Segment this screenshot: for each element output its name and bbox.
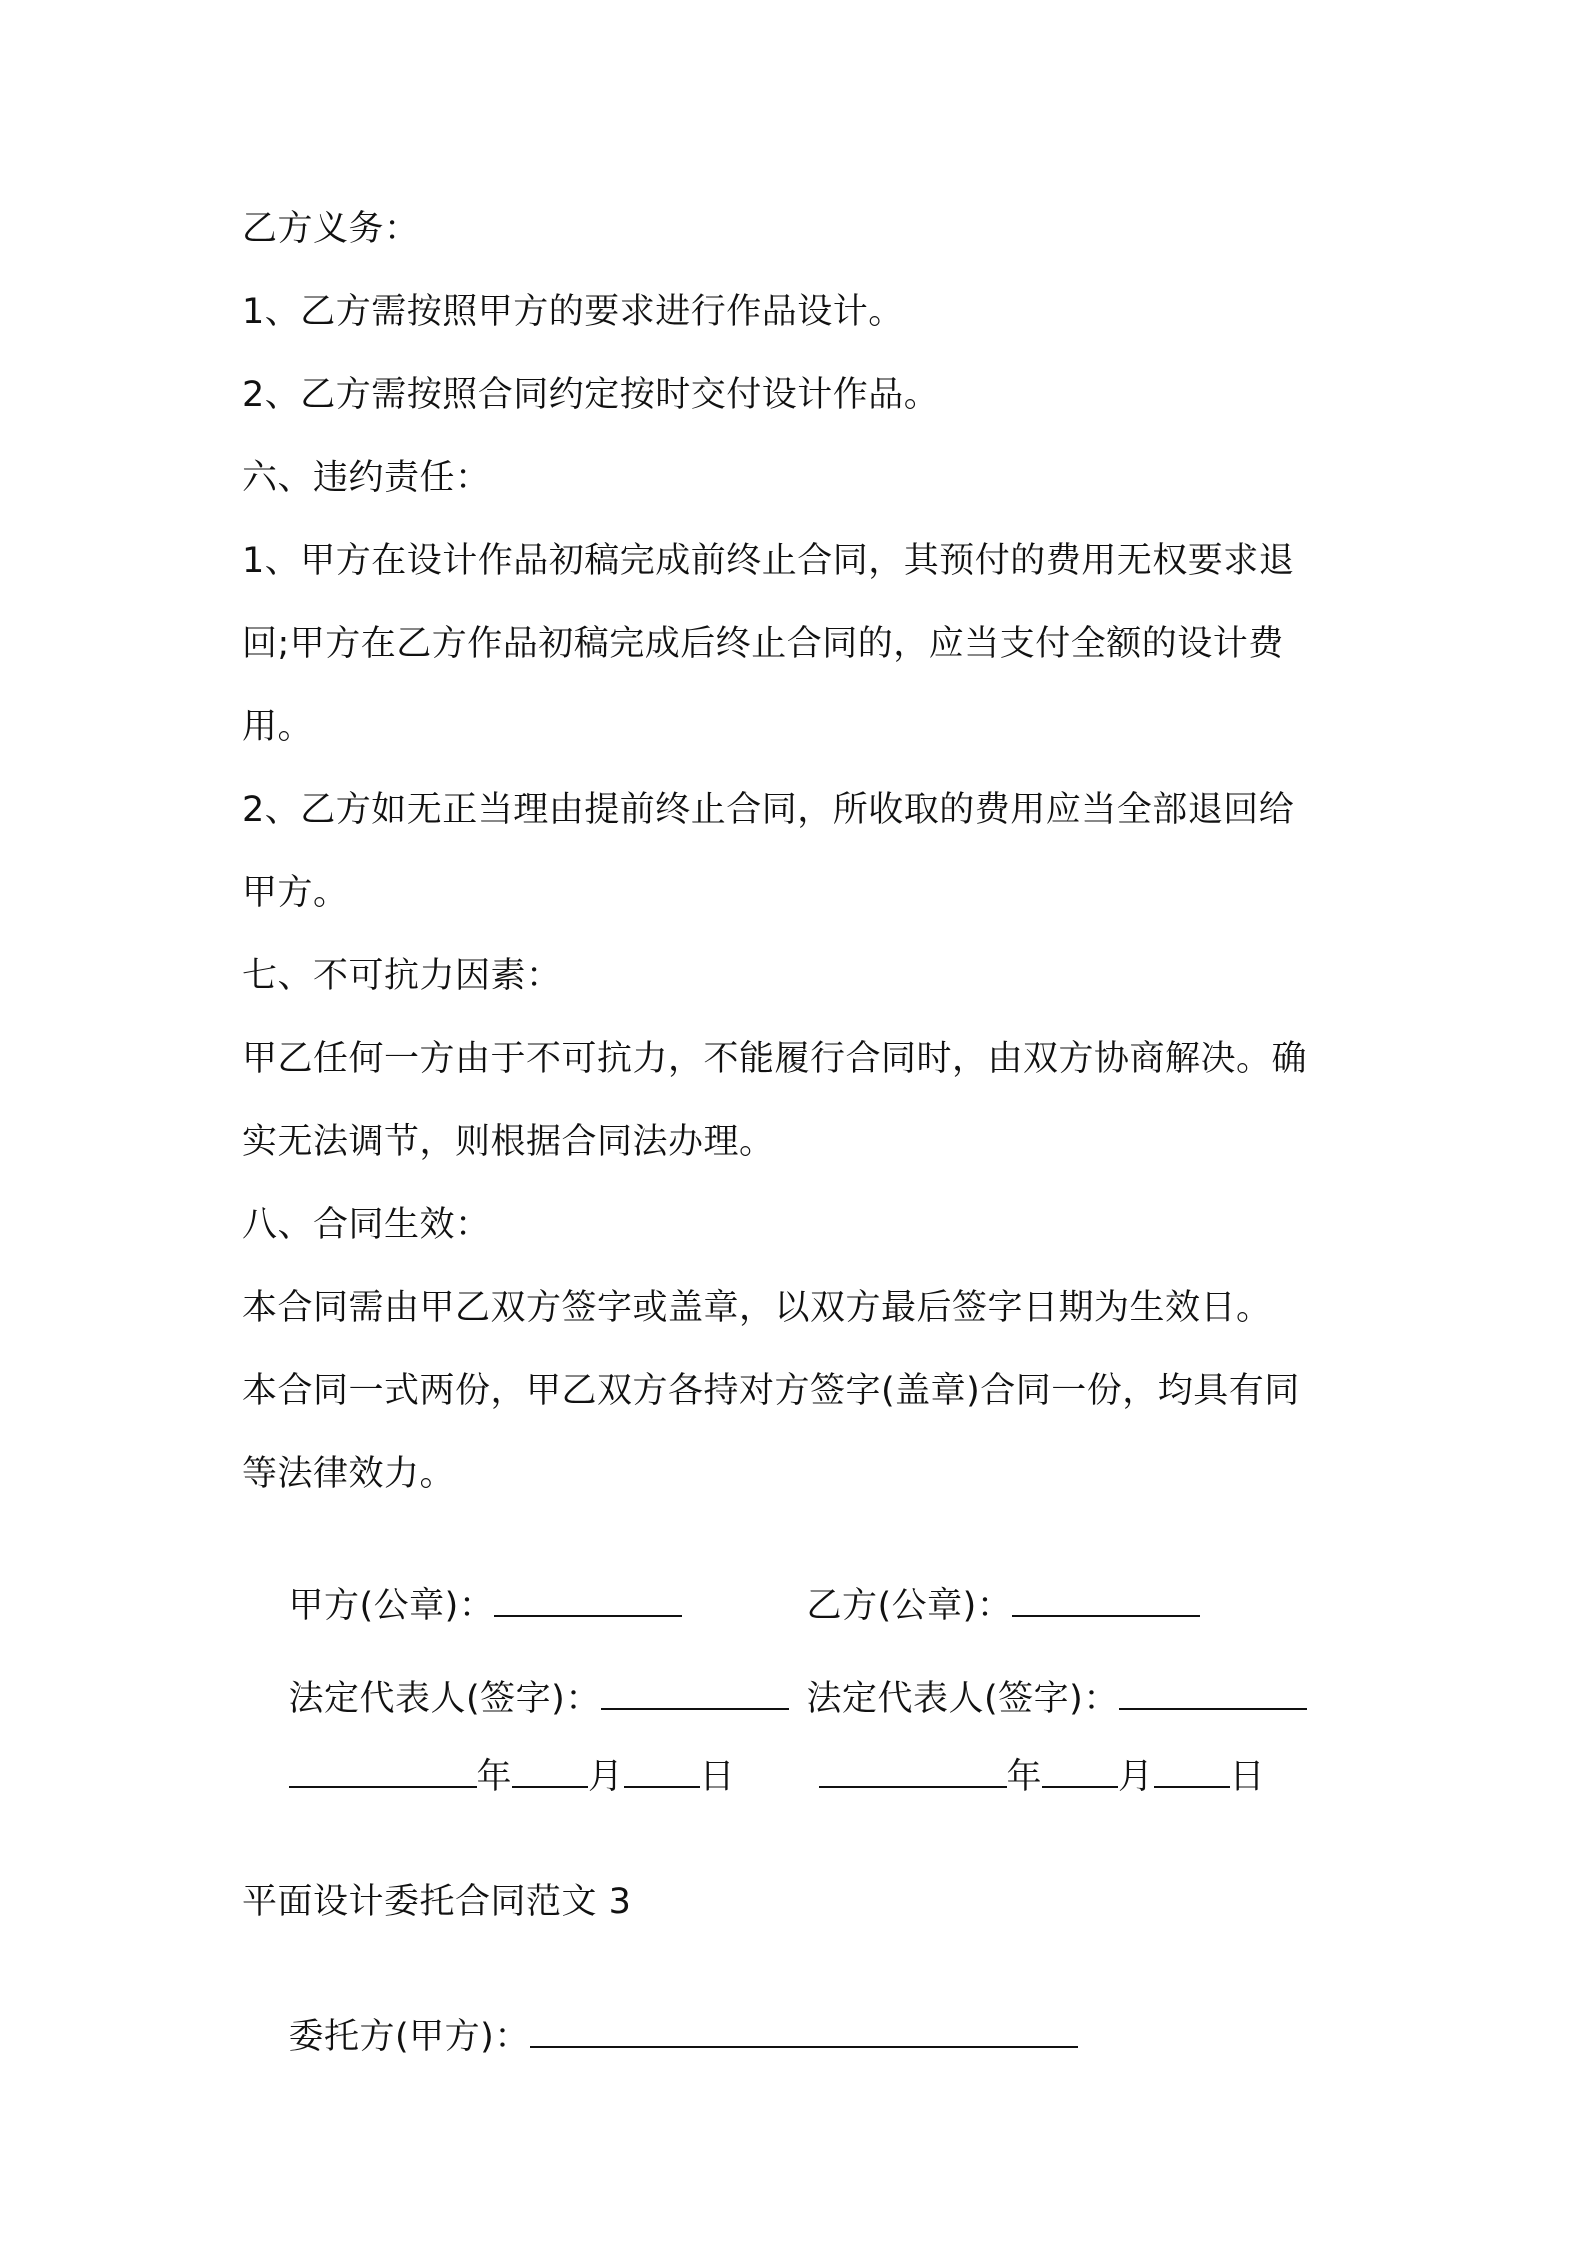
day-blank <box>1154 1756 1230 1788</box>
client-label: 委托方(甲方)： <box>288 2017 530 2057</box>
paragraph-line: 等法律效力。 <box>242 1454 456 1494</box>
paragraph-line: 实无法调节，则根据合同法办理。 <box>242 1122 775 1162</box>
paragraph-line: 2、乙方需按照合同约定按时交付设计作品。 <box>242 375 940 415</box>
paragraph-line: 回;甲方在乙方作品初稿完成后终止合同的，应当支付全额的设计费 <box>242 624 1284 664</box>
month-label: 月 <box>1118 1757 1154 1797</box>
month-label: 月 <box>588 1757 624 1797</box>
party-a-seal-label: 甲方(公章)： <box>288 1586 495 1626</box>
month-blank <box>1042 1756 1118 1788</box>
section-heading-breach: 六、违约责任： <box>242 458 491 498</box>
paragraph-line: 本合同一式两份，甲乙双方各持对方签字(盖章)合同一份，均具有同 <box>242 1371 1300 1411</box>
year-blank <box>819 1756 1007 1788</box>
paragraph-line: 1、甲方在设计作品初稿完成前终止合同，其预付的费用无权要求退 <box>242 541 1295 581</box>
year-label: 年 <box>1006 1757 1043 1797</box>
date-party-b <box>772 1711 1265 1843</box>
paragraph-line: 甲方。 <box>242 873 349 913</box>
day-label: 日 <box>699 1757 736 1797</box>
party-a-seal-blank <box>494 1585 682 1617</box>
paragraph-line: 2、乙方如无正当理由提前终止合同，所收取的费用应当全部退回给 <box>242 790 1295 830</box>
rep-b-label: 法定代表人(签字)： <box>806 1679 1119 1719</box>
month-blank <box>512 1756 588 1788</box>
client-field <box>242 1971 1078 2103</box>
section-heading-party-b-duties: 乙方义务： <box>242 209 420 249</box>
paragraph-line: 1、乙方需按照甲方的要求进行作品设计。 <box>242 292 904 332</box>
year-blank <box>289 1756 477 1788</box>
party-b-seal-blank <box>1012 1585 1200 1617</box>
paragraph-line: 用。 <box>242 707 314 747</box>
section-heading-effectiveness: 八、合同生效： <box>242 1205 491 1245</box>
rep-b-blank <box>1119 1678 1307 1710</box>
section-heading-force-majeure: 七、不可抗力因素： <box>242 956 562 996</box>
next-contract-title: 平面设计委托合同范文 3 <box>242 1882 632 1922</box>
year-label: 年 <box>476 1757 513 1797</box>
rep-a-label: 法定代表人(签字)： <box>288 1679 601 1719</box>
client-blank <box>530 2016 1078 2048</box>
date-party-a <box>242 1711 735 1843</box>
party-b-seal-label: 乙方(公章)： <box>806 1586 1013 1626</box>
day-label: 日 <box>1229 1757 1266 1797</box>
paragraph-line: 本合同需由甲乙双方签字或盖章，以双方最后签字日期为生效日。 <box>242 1288 1272 1328</box>
day-blank <box>624 1756 700 1788</box>
paragraph-line: 甲乙任何一方由于不可抗力，不能履行合同时，由双方协商解决。确 <box>242 1039 1308 1079</box>
